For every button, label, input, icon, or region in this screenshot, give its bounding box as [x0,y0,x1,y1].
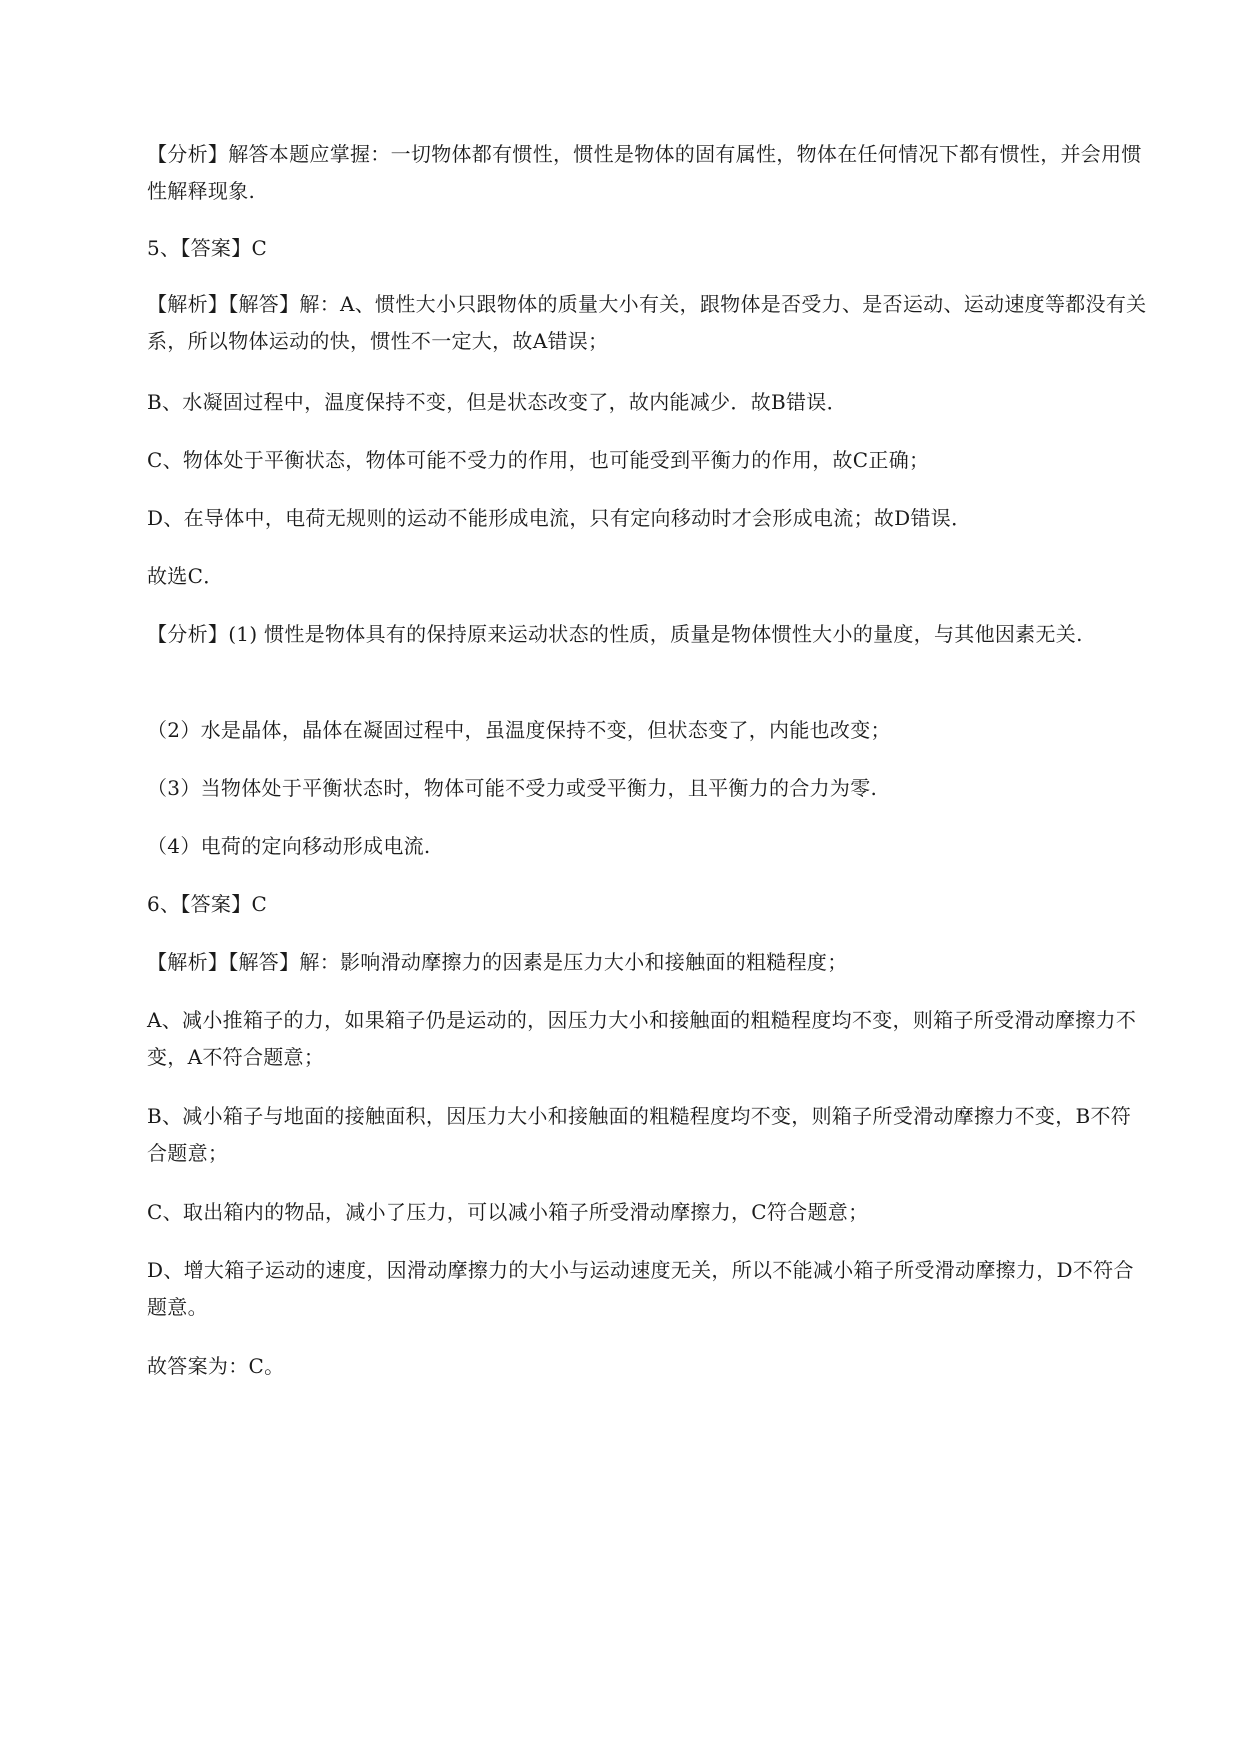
analysis-item-2: （2）水是晶体，晶体在凝固过程中，虽温度保持不变，但状态变了，内能也改变； [147,718,891,742]
analysis-item-4: （4）电荷的定向移动形成电流. [147,834,431,858]
option-d-paragraph: D、在导体中，电荷无规则的运动不能形成电流，只有定向移动时才会形成电流；故D错误． [147,506,972,530]
conclusion-paragraph: 故选C． [147,564,224,588]
option-c-paragraph: C、取出箱内的物品，减小了压力，可以减小箱子所受滑动摩擦力，C符合题意； [147,1200,869,1224]
explanation-paragraph: 【解析】【解答】解：A、惯性大小只跟物体的质量大小有关，跟物体是否受力、是否运动、运动速度等都没有关系，所以物体运动的快，惯性不一定大，故A错误； [147,292,1147,353]
option-d-paragraph: D、增大箱子运动的速度，因滑动摩擦力的大小与运动速度无关，所以不能减小箱子所受滑动摩擦力，D不符合题意。 [147,1258,1134,1319]
final-answer-paragraph: 故答案为：C。 [147,1354,285,1378]
analysis-paragraph: 【分析】(1) 惯性是物体具有的保持原来运动状态的性质，质量是物体惯性大小的量度，与其他因素无关. [147,622,1083,646]
analysis-paragraph: 【分析】解答本题应掌握：一切物体都有惯性，惯性是物体的固有属性，物体在任何情况下都有惯性，并会用惯性解释现象. [147,142,1142,203]
option-a-paragraph: A、减小推箱子的力，如果箱子仍是运动的，因压力大小和接触面的粗糙程度均不变，则箱子所受滑动摩擦力不变，A不符合题意； [147,1008,1137,1069]
option-b-paragraph: B、减小箱子与地面的接触面积，因压力大小和接触面的粗糙程度均不变，则箱子所受滑动摩擦力不变，B不符合题意； [147,1104,1132,1165]
answer-heading-6: 6、【答案】C [147,892,268,916]
explanation-paragraph: 【解析】【解答】解：影响滑动摩擦力的因素是压力大小和接触面的粗糙程度； [147,950,848,974]
option-c-paragraph: C、物体处于平衡状态，物体可能不受力的作用，也可能受到平衡力的作用，故C正确； [147,448,930,472]
option-b-paragraph: B、水凝固过程中，温度保持不变，但是状态改变了，故内能减少．故B错误． [147,390,847,414]
answer-heading-5: 5、【答案】C [147,236,268,260]
analysis-item-3: （3）当物体处于平衡状态时，物体可能不受力或受平衡力，且平衡力的合力为零. [147,776,878,800]
